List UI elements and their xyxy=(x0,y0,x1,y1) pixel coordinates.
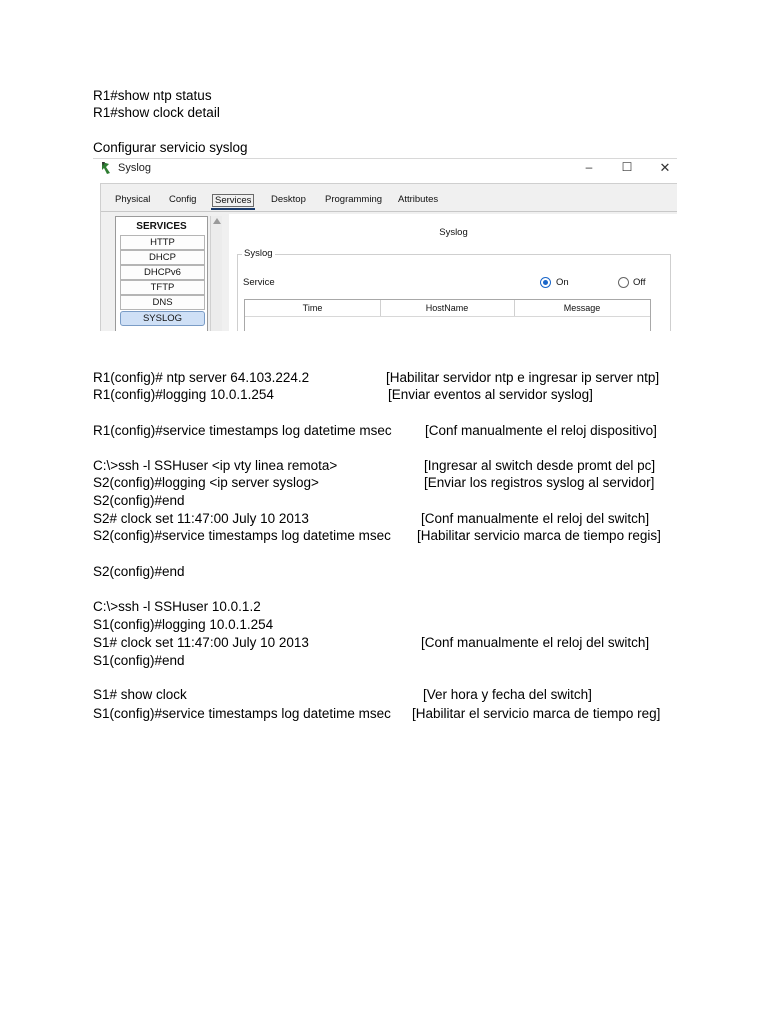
command-note: [Conf manualmente el reloj del switch] xyxy=(421,635,650,650)
command-note: [Conf manualmente el reloj dispositivo] xyxy=(425,423,657,438)
command-line: C:\>ssh -l SSHuser 10.0.1.2 xyxy=(93,599,261,614)
doc-line: R1#show ntp status xyxy=(93,88,212,103)
command-line: S2(config)#end xyxy=(93,564,185,579)
command-note: [Habilitar el servicio marca de tiempo reg] xyxy=(412,706,661,721)
active-tab-indicator xyxy=(211,208,255,210)
service-item-dns[interactable]: DNS xyxy=(120,295,205,310)
service-item-http[interactable]: HTTP xyxy=(120,235,205,250)
tab-attributes[interactable]: Attributes xyxy=(398,194,439,205)
syslog-table xyxy=(244,299,651,331)
column-header-time: Time xyxy=(245,300,381,317)
group-label: Syslog xyxy=(244,248,273,259)
command-line: R1(config)#logging 10.0.1.254 xyxy=(93,387,274,402)
services-scrollbar[interactable] xyxy=(210,216,222,331)
command-line: S1(config)#logging 10.0.1.254 xyxy=(93,617,274,632)
command-line: S2(config)#logging <ip server syslog> xyxy=(93,475,319,490)
command-line: R1(config)#service timestamps log datetime msec xyxy=(93,423,392,438)
maximize-button[interactable]: ☐ xyxy=(621,160,633,174)
command-line: S2(config)#end xyxy=(93,493,185,508)
command-line: S1(config)#service timestamps log datetime msec xyxy=(93,706,391,721)
command-note: [Enviar eventos al servidor syslog] xyxy=(388,387,593,402)
window-titlebar xyxy=(93,159,677,181)
command-line: S2(config)#service timestamps log datetime msec xyxy=(93,528,391,543)
doc-line: R1#show clock detail xyxy=(93,105,220,120)
tab-config[interactable]: Config xyxy=(169,194,197,205)
command-line: C:\>ssh -l SSHuser <ip vty linea remota> xyxy=(93,458,338,473)
device-dialog xyxy=(100,183,677,331)
service-item-dhcp[interactable]: DHCP xyxy=(120,250,205,265)
minimize-button[interactable]: – xyxy=(585,160,593,174)
tab-physical[interactable]: Physical xyxy=(115,194,151,205)
service-item-dhcpv6[interactable]: DHCPv6 xyxy=(120,265,205,280)
command-line: S1(config)#end xyxy=(93,653,185,668)
tab-services[interactable]: Services xyxy=(212,194,254,207)
service-off-label: Off xyxy=(633,277,646,288)
command-note: [Enviar los registros syslog al servidor] xyxy=(424,475,655,490)
app-icon xyxy=(101,161,113,175)
command-note: [Conf manualmente el reloj del switch] xyxy=(421,511,650,526)
section-heading: Configurar servicio syslog xyxy=(93,140,248,155)
tab-programming[interactable]: Programming xyxy=(325,194,383,205)
command-note: [Ver hora y fecha del switch] xyxy=(423,687,592,702)
service-on-radio[interactable] xyxy=(540,277,551,288)
service-item-syslog[interactable]: SYSLOG xyxy=(120,311,205,326)
syslog-window-screenshot xyxy=(93,158,677,331)
service-item-tftp[interactable]: TFTP xyxy=(120,280,205,295)
command-note: [Habilitar servidor ntp e ingresar ip server ntp] xyxy=(386,370,660,385)
command-note: [Ingresar al switch desde promt del pc] xyxy=(424,458,656,473)
command-line: S1# show clock xyxy=(93,687,187,702)
services-title: SERVICES xyxy=(136,221,187,232)
service-label: Service xyxy=(243,277,275,288)
service-off-radio[interactable] xyxy=(618,277,629,288)
syslog-panel xyxy=(229,214,677,331)
command-line: R1(config)# ntp server 64.103.224.2 xyxy=(93,370,310,385)
scroll-up-icon[interactable] xyxy=(213,218,221,224)
syslog-group xyxy=(237,248,671,331)
column-header-hostname: HostName xyxy=(380,300,515,317)
service-on-label: On xyxy=(556,277,569,288)
tab-divider xyxy=(101,211,677,212)
command-line: S2# clock set 11:47:00 July 10 2013 xyxy=(93,511,309,526)
column-header-message: Message xyxy=(514,300,650,317)
services-list xyxy=(115,216,208,331)
panel-title: Syslog xyxy=(439,227,468,238)
command-note: [Habilitar servicio marca de tiempo regis] xyxy=(417,528,661,543)
tab-desktop[interactable]: Desktop xyxy=(271,194,306,205)
window-title: Syslog xyxy=(118,162,152,174)
close-button[interactable]: ✕ xyxy=(659,160,671,175)
command-line: S1# clock set 11:47:00 July 10 2013 xyxy=(93,635,309,650)
